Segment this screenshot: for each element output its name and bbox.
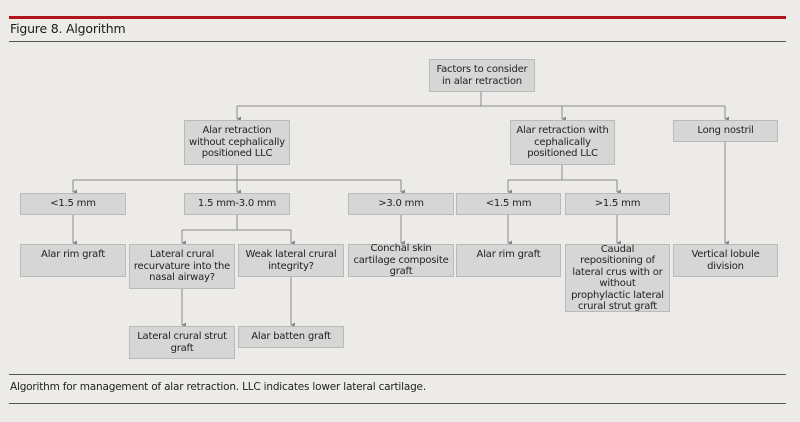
node-without-1-5-to-3-0mm: 1.5 mm-3.0 mm [184,193,290,215]
node-weak-lateral-crural-integrity: Weak lateral crural integrity? [238,244,344,277]
node-without-lt-1-5mm: <1.5 mm [20,193,126,215]
node-without-gt-3-0mm: >3.0 mm [348,193,454,215]
node-alar-batten-graft: Alar batten graft [238,326,344,348]
node-vertical-lobule-division: Vertical lobule division [673,244,778,277]
node-long-nostril: Long nostril [673,120,778,142]
node-caudal-repositioning: Caudal repositioning of lateral crus with or without prophylactic lateral crural strut graft [565,244,670,312]
node-alar-rim-graft-1: Alar rim graft [20,244,126,277]
node-with-lt-1-5mm: <1.5 mm [456,193,561,215]
node-with-cephalic-llc: Alar retraction with cephalically positioned LLC [510,120,615,165]
figure-caption: Algorithm for management of alar retraction. LLC indicates lower lateral cartilage. [10,381,426,393]
root-node: Factors to consider in alar retraction [429,59,535,92]
node-conchal-composite-graft: Conchal skin cartilage composite graft [348,244,454,277]
node-lateral-crural-recurvature: Lateral crural recurvature into the nasal airway? [129,244,235,289]
node-with-gt-1-5mm: >1.5 mm [565,193,670,215]
caption-bottom-divider [9,403,786,404]
node-alar-rim-graft-2: Alar rim graft [456,244,561,277]
node-lateral-crural-strut-graft: Lateral crural strut graft [129,326,235,359]
figure-title: Figure 8. Algorithm [10,21,126,36]
caption-top-divider [9,374,786,375]
node-without-cephalic-llc: Alar retraction without cephalically positioned LLC [184,120,290,165]
